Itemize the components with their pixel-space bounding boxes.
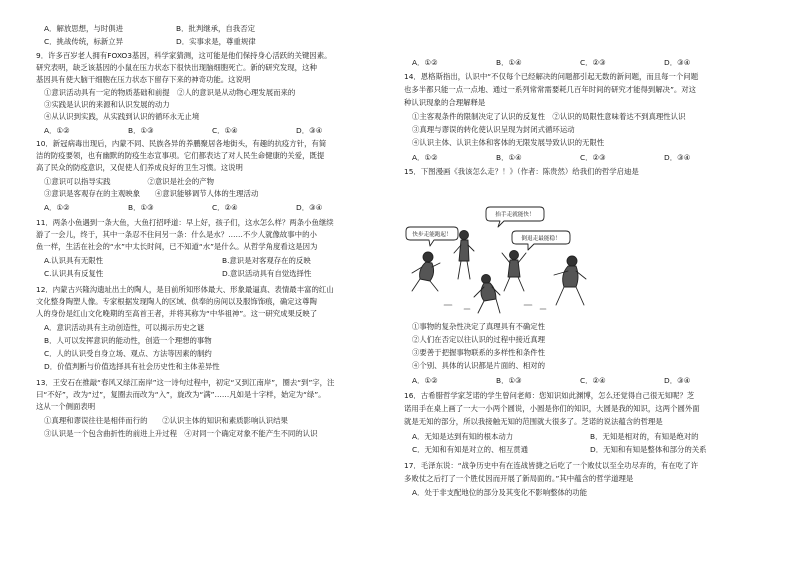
q11-option-b: B.意识是对客观存在的反映: [222, 256, 311, 265]
q10-choice: ③意识是客观存在的主观映象 ④意识能够调节人体的生理活动: [44, 189, 259, 198]
q8-option-d: D．实事求是，尊重规律: [176, 37, 256, 46]
q12-stem-line: 文化整身陶塑人像。专家根据发现陶人的区域、供奉的房间以及服饰饰痕，确定这尊陶: [36, 297, 317, 306]
q9-choice: ④从认识到实践，从实践到认识的循环永无止境: [44, 112, 200, 121]
q13-option-b: B．①④: [496, 58, 522, 67]
q12-stem-line: 人的身份是红山文化晚期的至高首王者，并将其称为“中华祖神”。这一研究成果反映了: [36, 309, 318, 318]
q12-option-b: B．人可以发挥意识的能动性，创造一个理想的事物: [44, 336, 212, 345]
q14-choice: ④认识主体、认识主体和客体的无限发展导致认识的无限性: [412, 138, 605, 147]
q14-option-d: D．③④: [664, 153, 691, 162]
q12-option-a: A．意识活动具有主动创造性，可以揭示历史之谜: [44, 323, 205, 332]
bubble-left-text: 快步走能跑起！: [412, 232, 452, 238]
q9-option-d: D．③④: [296, 126, 323, 135]
q13-stem-line: 13．王安石在推敲“春风又绿江南岸”这一诗句过程中，初定“又到江南岸”，圈去“到”字，注: [36, 378, 335, 387]
q13-option-c: C．②③: [580, 58, 606, 67]
q15-option-d: D．③④: [664, 376, 691, 385]
q9-option-c: C．①④: [212, 126, 238, 135]
q8-option-a: A．解放思想，与时俱进: [44, 24, 123, 33]
q9-choice: ③实践是认识的来源和认识发展的动力: [44, 100, 170, 109]
bubble-top-text: 抬手走就能快！: [495, 212, 535, 218]
q14-option-a: A．①②: [412, 153, 438, 162]
q16-option-b: B．无知是相对的，有知是绝对的: [590, 432, 699, 441]
q15-choice: ①事物的复杂性决定了真理具有不确定性: [412, 322, 546, 331]
q16-stem-line: 就是无知的部分，所以我接触无知的范围就大很多了。芝诺的说法蕴含的哲理是: [404, 417, 663, 426]
q13-option-d: D．③④: [664, 58, 691, 67]
q10-stem-line: 洁的防疫要领，也有幽默的防疫生态宣事项。它们都表达了对人民生命健康的关爱，既提: [36, 151, 325, 160]
q14-choice: ③真理与谬误的转化使认识呈现为封闭式循环运动: [412, 125, 575, 134]
q9-stem-line: 9．许多百岁老人拥有FOXO3基因，科学家猜测，这可能是他们保持身心活跃的关键因素。: [36, 51, 332, 60]
q15-option-b: B．①③: [496, 376, 522, 385]
q13-option-a: A．①②: [412, 58, 438, 67]
q14-stem-line: 种认识现象的合理解释是: [404, 98, 486, 107]
q14-stem-line: 14．恩格斯指出，认识中“不仅每个已经解决的问题都引起无数的新问题，而且每一个问题: [404, 72, 699, 81]
q15-choice: ②人们在否定以往认识的过程中接近真理: [412, 335, 546, 344]
q15-stem-line: 15．下图漫画《我该怎么走？！》（作者：陈贵然）给我们的哲学启迪是: [404, 167, 639, 176]
q8-option-c: C．挑战传统，标新立异: [44, 37, 124, 46]
q13-choice: ①真理和谬误往往是相伴而行的 ②认识主体的知识和素质影响认识结果: [44, 416, 288, 425]
q11-stem-line: 11．两条小鱼遇到一条大鱼，大鱼打招呼道：早上好，孩子们，这水怎么样？两条小鱼继续: [36, 218, 334, 227]
q17-stem-line: 17．毛泽东说：“战争历史中有在连战皆捷之后吃了一个败仗以至全功尽弃的，有在吃了许: [404, 461, 699, 470]
q10-option-c: C．②④: [212, 203, 238, 212]
q16-option-d: D．无知和有知是整体和部分的关系: [590, 445, 707, 454]
bubble-right-text: 倒退走最能稳！: [521, 236, 561, 242]
q12-option-d: D．价值判断与价值选择具有社会历史性和主体差异性: [44, 362, 220, 371]
q9-option-b: B．①③: [128, 126, 154, 135]
q10-stem-line: 高了民众的防疫意识，又促使人们养成良好的卫生习惯。这说明: [36, 163, 243, 172]
q9-choice: ①意识活动具有一定的物质基础和前提 ②人的意识是从动物心理发展而来的: [44, 88, 296, 97]
q11-stem-line: 鱼一样，生活在社会的“水”中太长时间，已不知道“水”是什么。从哲学角度看这是因为: [36, 242, 318, 251]
cartoon-illustration: [404, 205, 604, 315]
q8-option-b: B．批判继承，自我否定: [176, 24, 255, 33]
q15-option-c: C．②④: [580, 376, 606, 385]
q11-option-c: C.认识具有反复性: [44, 269, 104, 278]
q16-option-c: C．无知和有知是对立的、相互贯通: [412, 445, 529, 454]
q9-stem-line: 研究表明，缺乏该基因的小鼠在压力状态下很快出现脑细胞死亡。新的研究发现，这种: [36, 63, 317, 72]
q16-stem-line: 诺用手在桌上画了一大一小两个圆说，小圆是你们的知识，大圆是我的知识，这两个圆外面: [404, 404, 700, 413]
q13-stem-line: 这从一个侧面表明: [36, 402, 96, 411]
q9-stem-line: 基因具有使大脑干细胞在压力状态下留存下来的神奇功能。这说明: [36, 75, 251, 84]
q16-option-a: A．无知是达到有知的根本动力: [412, 432, 514, 441]
q17-option-a: A．处于非支配地位的部分及其变化不影响整体的功能: [412, 488, 588, 497]
q10-option-d: D．③④: [296, 203, 323, 212]
q12-option-c: C．人的认识受自身立场、观点、方法等因素的制约: [44, 349, 212, 358]
q16-stem-line: 16．古希腊哲学家芝诺的学生曾问老师：您知识如此渊博，怎么还觉得自己很无知呢？芝: [404, 391, 695, 400]
q14-option-b: B．①④: [496, 153, 522, 162]
q11-option-a: A.认识具有无限性: [44, 256, 104, 265]
q13-stem-line: 曰“不好”，改为“过”，复圈去而改为“入”，旋改为“满”……凡如是十字样，始定为“绿”。: [36, 390, 326, 399]
q14-stem-line: 也多半都只能一点一点地、通过一系列常常需要耗几百年时间的研究才能得到解决”。对这: [404, 85, 697, 94]
q10-stem-line: 10．新冠病毒出现后，内蒙不同、民族各异的养鹏聚居各地街头，有趣的抗疫方针，有简: [36, 139, 327, 148]
q13-choice: ③认识是一个包含曲折性的前进上升过程 ④对同一个确定对象不能产生不同的认识: [44, 429, 318, 438]
q9-option-a: A．①②: [44, 126, 70, 135]
q14-option-c: C．②③: [580, 153, 606, 162]
q10-choice: ①意识可以指导实践 ②意识是社会的产物: [44, 177, 214, 186]
q11-option-d: D.意识活动具有自觉选择性: [222, 269, 312, 278]
q15-option-a: A．①②: [412, 376, 438, 385]
q10-option-a: A．①②: [44, 203, 70, 212]
q15-choice: ④个别、具体的认识都是片面的、相对的: [412, 361, 546, 370]
q15-choice: ③要善于把握事物联系的多样性和条件性: [412, 348, 546, 357]
q14-choice: ①主客观条件的限制决定了认识的反复性 ②认识的局限性意味着达不到真理性认识: [412, 112, 686, 121]
q10-option-b: B．①③: [128, 203, 154, 212]
q17-stem-line: 多败仗之后打了一个胜仗因而开展了新局面的。”其中蕴含的哲学道理是: [404, 474, 634, 483]
q11-stem-line: 游了一会儿，终于，其中一条忍不住问另一条：什么是水？……不少人就像故事中的小: [36, 230, 317, 239]
q12-stem-line: 12．内蒙古兴隆沟遗址出土的陶人，是目前所知形体最大、形象最逼真、表情最丰富的红山: [36, 285, 334, 294]
